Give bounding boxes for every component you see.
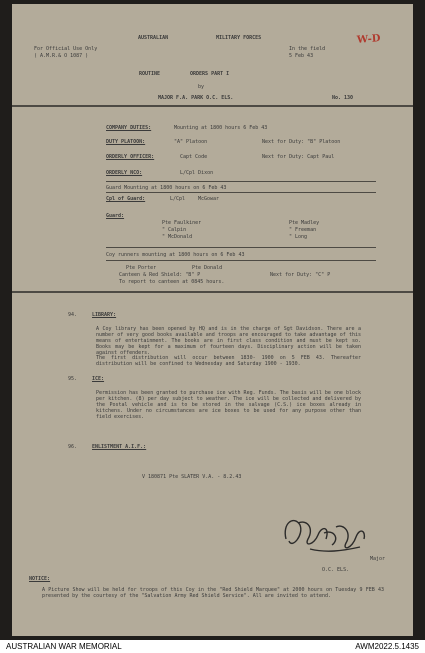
next-runners: Next for Duty: "C" P <box>270 272 331 278</box>
canteen-text: Canteen & Red Shield: "B" P <box>119 272 201 278</box>
nco-value: L/Cpl Dixon <box>180 170 214 176</box>
handwritten-annotation: W-D <box>356 33 381 46</box>
notice-body: A Picture Show will be held for troops of this Coy in the "Red Shield Marquee" at 2000 hours on Tuesday 9 FEB 43 presented by the courtesy of the "Salvation Army Red Shield Service". All are invited to attend. <box>42 587 384 599</box>
author: MAJOR F.A. PARK O.C. ELS. <box>158 95 234 101</box>
item-body: A Coy library has been opened by HQ and is in the charge of Sgt Davidson. There are a number of very good books available and troops are encouraged to take advantage of this means of entertainment. The books are in first class condition and must be kept so. Books may be kept for a maximum of fourteen days. Disciplinary action will be taken against offenders. <box>96 326 361 356</box>
routine-heading: ROUTINE <box>139 71 161 77</box>
item-heading: ENLISTMENT A.I.F.: <box>92 444 147 450</box>
guard-mounting: Guard Mounting at 1800 hours on 6 Feb 43 <box>106 185 227 191</box>
duties-label: COMPANY DUTIES: <box>106 125 152 131</box>
item-body: Permission has been granted to purchase ice with Reg. Funds. The basis will be one block per kitchen. (8) per day subject to weather. The ice will be collected and delivered by the Postal vehicle and is to be stored in the salvage (C.S.) ice boxes already in kitchens. Under no circumstances are ice boxes to be used for any purpose other than field exercises. <box>96 390 361 420</box>
item-number: 95. <box>68 376 78 382</box>
officer-value: Capt Code <box>180 154 208 160</box>
divider <box>106 260 376 261</box>
footer-right: AWM2022.5.1435 <box>355 642 419 651</box>
signature-unit: O.C. ELS. <box>322 567 350 573</box>
guard-member: " Long <box>289 234 308 240</box>
item-number: 96. <box>68 444 78 450</box>
guard-label: Guard: <box>106 213 125 219</box>
duties-text: Mounting at 1800 hours 6 Feb 43 <box>174 125 268 131</box>
official-use-line1: For Official Use Only <box>34 46 98 52</box>
document-page <box>12 4 413 636</box>
guard-member: " Calpin <box>162 227 187 233</box>
divider <box>106 247 376 248</box>
date: 5 Feb 43 <box>289 53 314 59</box>
divider <box>12 105 413 107</box>
title-right: MILITARY FORCES <box>216 35 262 41</box>
order-number: No. 130 <box>332 95 354 101</box>
porter-2: Pte Donald <box>192 265 223 271</box>
cpl-name: McGowar <box>198 196 220 202</box>
item-body: V 180871 Pte SLATER V.A. - 8.2.43 <box>142 474 242 480</box>
divider <box>12 291 413 293</box>
next-officer: Next for Duty: Capt Paul <box>262 154 335 160</box>
platoon-value: "A" Platoon <box>174 139 208 145</box>
footer-left: AUSTRALIAN WAR MEMORIAL <box>6 642 122 651</box>
location: In the field <box>289 46 326 52</box>
divider <box>106 192 376 193</box>
orders-part-heading: ORDERS PART I <box>190 71 230 77</box>
official-use-line2: ( A.M.R.& O 1087 ) <box>34 53 89 59</box>
next-platoon: Next for Duty: "B" Platoon <box>262 139 341 145</box>
by-text: by <box>198 84 205 90</box>
officer-label: ORDERLY OFFICER: <box>106 154 155 160</box>
platoon-label: DUTY PLATOON: <box>106 139 146 145</box>
item-heading: LIBRARY: <box>92 312 117 318</box>
runners-text: Coy runners mounting at 1800 hours on 6 Feb 43 <box>106 252 245 258</box>
cpl-label: Cpl of Guard: <box>106 196 146 202</box>
item-number: 94. <box>68 312 78 318</box>
divider <box>106 181 376 182</box>
nco-label: ORDERLY NCO: <box>106 170 143 176</box>
signature-rank: Major <box>370 556 386 562</box>
item-body: The first distribution will occur between 1830- 1900 on 5 FEB 43. Thereafter distribution will be confined to Wednesday and Saturday 1900 - 1930. <box>96 355 361 367</box>
guard-member: Pte Madley <box>289 220 320 226</box>
cpl-value: L/Cpl <box>170 196 186 202</box>
guard-member: Pte Faulkiner <box>162 220 202 226</box>
report-text: To report to canteen at 0845 hours. <box>119 279 225 285</box>
notice-label: NOTICE: <box>29 576 51 582</box>
guard-member: " McDonald <box>162 234 193 240</box>
item-heading: ICE: <box>92 376 105 382</box>
signature <box>280 509 370 559</box>
porter: Pte Porter <box>126 265 157 271</box>
guard-member: " Freeman <box>289 227 317 233</box>
title-left: AUSTRALIAN <box>138 35 169 41</box>
